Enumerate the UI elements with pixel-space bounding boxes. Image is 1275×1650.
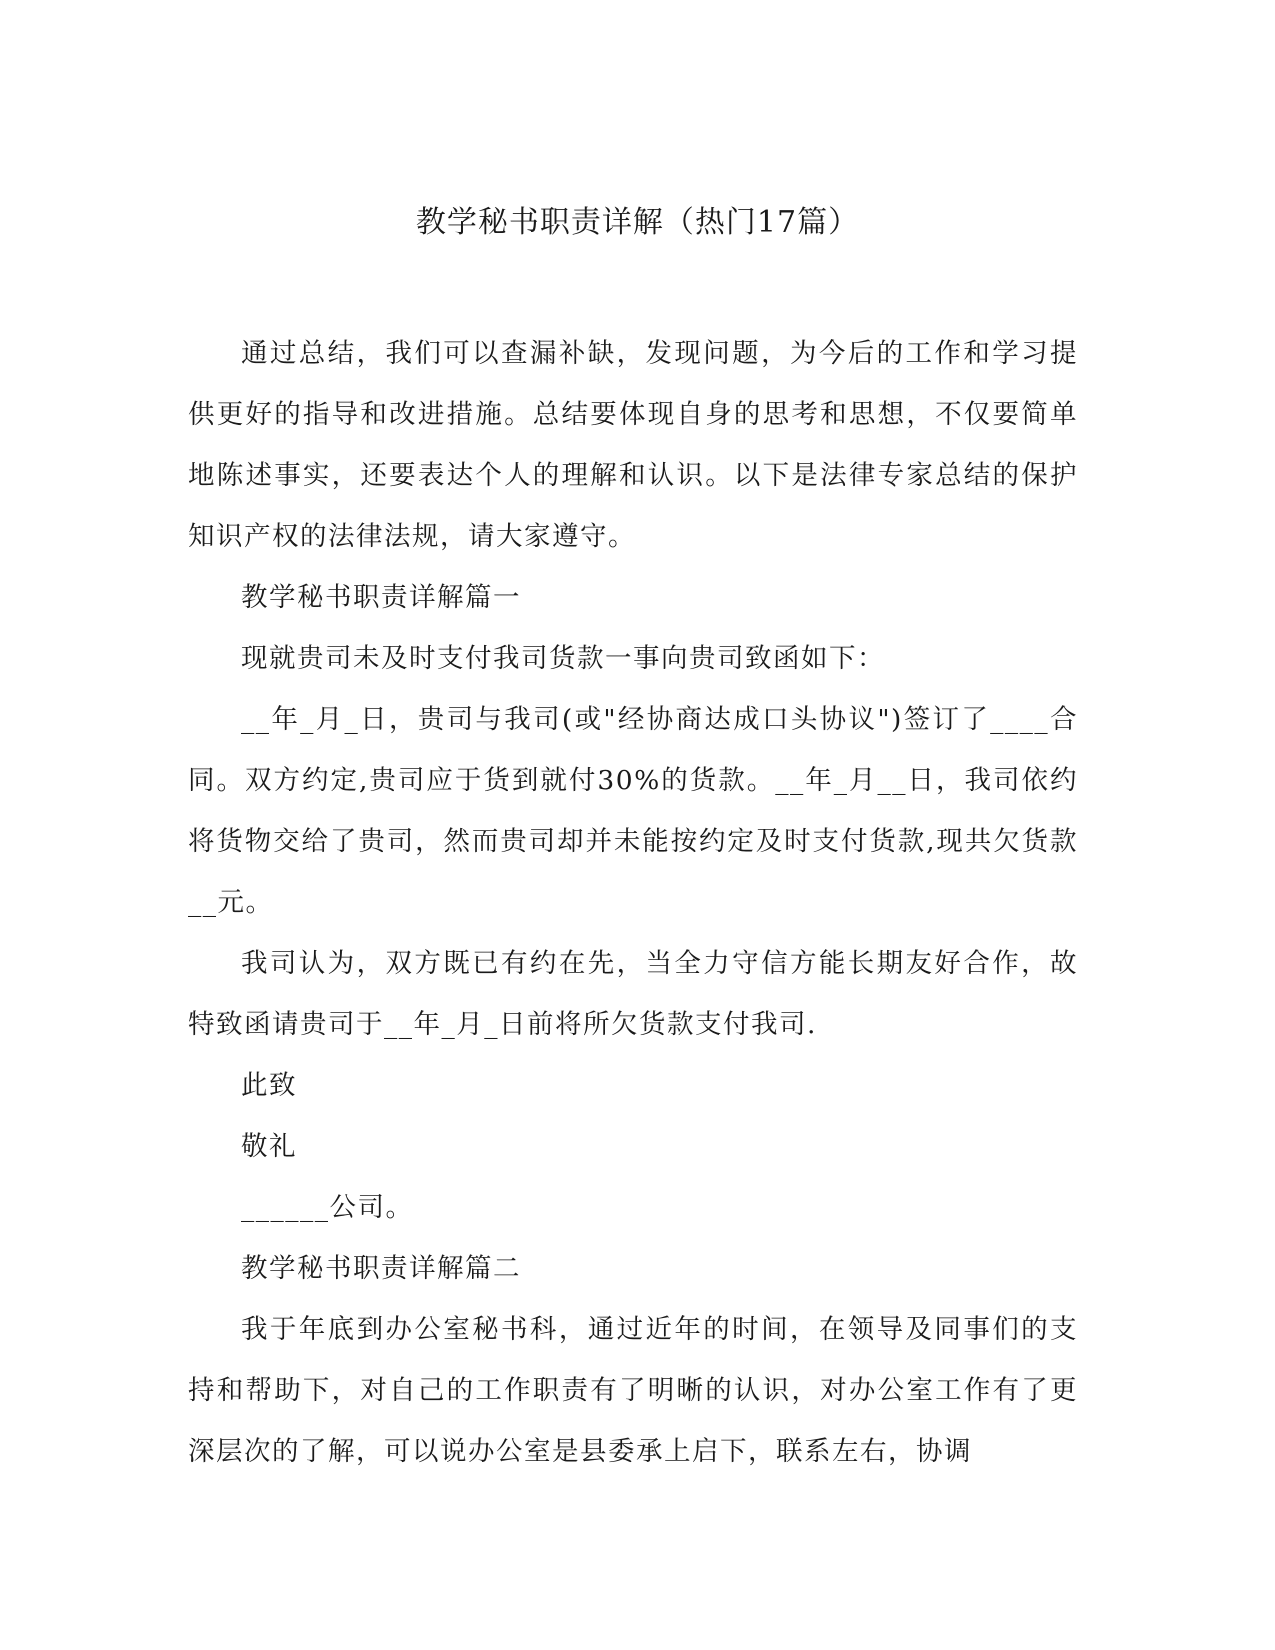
section-two-paragraph: 我于年底到办公室秘书科，通过近年的时间，在领导及同事们的支持和帮助下，对自己的工作职责有了明晰的认识，对办公室工作有了更深层次的了解，可以说办公室是县委承上启下，联系左右，协调 bbox=[188, 1314, 1078, 1467]
letter-request-paragraph: 我司认为，双方既已有约在先，当全力守信方能长期友好合作，故特致函请贵司于__年_月_日前将所欠货款支付我司. bbox=[188, 948, 1078, 1040]
letter-signature: ______公司。 bbox=[241, 1192, 414, 1223]
document-body bbox=[188, 323, 1078, 1482]
letter-salutation: 敬礼 bbox=[241, 1131, 297, 1162]
intro-paragraph: 通过总结，我们可以查漏补缺，发现问题，为今后的工作和学习提供更好的指导和改进措施。总结要体现自身的思考和思想，不仅要简单地陈述事实，还要表达个人的理解和认识。以下是法律专家总结的保护知识产权的法律法规，请大家遵守。 bbox=[188, 338, 1078, 552]
letter-opening: 现就贵司未及时支付我司货款一事向贵司致函如下： bbox=[241, 643, 885, 674]
document-title: 教学秘书职责详解（热门17篇） bbox=[415, 205, 860, 240]
letter-facts-paragraph: __年_月_日，贵司与我司(或"经协商达成口头协议")签订了____合同。双方约定,贵司应于货到就付30%的货款。__年_月__日，我司依约将货物交给了贵司，然而贵司却并未能按约定及时支付货款,现共欠货款__元。 bbox=[188, 704, 1078, 918]
section-heading-one: 教学秘书职责详解篇一 bbox=[241, 582, 521, 613]
section-heading-two: 教学秘书职责详解篇二 bbox=[241, 1253, 521, 1284]
letter-closing-line: 此致 bbox=[241, 1070, 297, 1101]
